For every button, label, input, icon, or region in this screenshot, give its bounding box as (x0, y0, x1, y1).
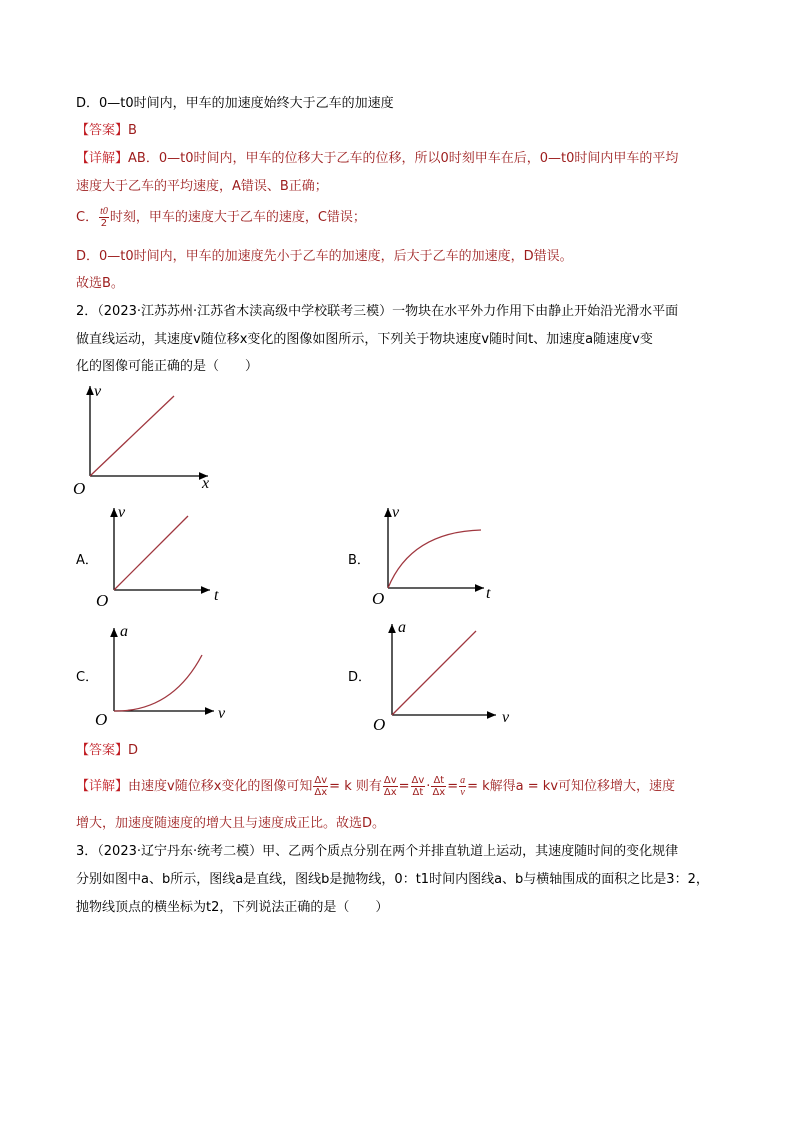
fraction-t0-over-2 (99, 206, 109, 229)
q3-stem-line3: 抛物线顶点的横坐标为t2，下列说法正确的是（ ） (76, 900, 389, 915)
answer-tag: 【答案】 (76, 743, 129, 758)
q2-stem-line2: 做直线运动，其速度v随位移x变化的图像如图所示，下列关于物块速度v随时间t、加速度a随速度v变 (76, 332, 653, 347)
origin-label: O (96, 591, 109, 610)
detail-text: 由速度v随位移x变化的图像可知 (128, 779, 313, 794)
equation-text: = k解得a = kv可知位移增大，速度 (467, 779, 676, 794)
q1-detail-c (76, 206, 366, 229)
fraction-den: v (460, 787, 465, 798)
q2-answer (76, 742, 138, 760)
q2-detail-line2: 增大，加速度随速度的增大且与速度成正比。故选D。 (76, 816, 386, 831)
fraction-num: t0 (100, 206, 108, 217)
q1-answer (76, 122, 137, 140)
detail-c-prefix: C． (76, 210, 99, 225)
fraction (431, 775, 446, 798)
option-a-label: A． (76, 553, 98, 568)
fraction (411, 775, 426, 798)
data-line (90, 396, 174, 476)
detail-text: AB．0—t0时间内，甲车的位移大于乙车的位移，所以0时刻甲车在后，0—t0时间内甲车的平均 (128, 151, 679, 166)
q2-stem-line3: 化的图像可能正确的是（ ） (76, 359, 259, 374)
fraction (459, 775, 466, 798)
answer-value: B (128, 123, 137, 138)
fraction-den: Δx (432, 787, 446, 798)
option-c-label: C． (76, 670, 99, 685)
origin-label: O (73, 479, 86, 498)
fraction-den: Δt (412, 787, 424, 798)
fraction-num: Δt (433, 775, 445, 786)
option-b-label: B． (348, 553, 370, 568)
fraction (313, 775, 328, 798)
q1-conclusion: 故选B。 (76, 276, 124, 291)
fraction-num: a (460, 775, 466, 786)
fraction (383, 775, 398, 798)
y-axis-label: a (120, 623, 128, 640)
fraction-num: Δv (383, 775, 397, 786)
answer-value: D (128, 743, 139, 758)
option-b-graph (366, 502, 516, 612)
data-line (114, 516, 188, 590)
option-d-label: D． (348, 670, 372, 685)
q1-detail-d: D．0—t0时间内，甲车的加速度先小于乙车的加速度，后大于乙车的加速度，D错误。 (76, 249, 573, 264)
data-curve (114, 655, 202, 711)
y-axis-label: v (392, 504, 400, 521)
q3-stem-line1: 3．（2023·辽宁丹东·统考二模）甲、乙两个质点分别在两个并排直轨道上运动，其速度随时间的变化规律 (76, 844, 679, 859)
y-axis-label: a (398, 619, 406, 636)
detail-tag: 【详解】 (76, 779, 129, 794)
option-d-graph (370, 616, 520, 734)
x-axis-label: t (486, 585, 491, 602)
y-axis-label: v (94, 383, 102, 400)
origin-label: O (95, 710, 108, 729)
fraction-num: Δv (314, 775, 328, 786)
y-axis-label: v (118, 504, 126, 521)
x-axis-label: x (202, 475, 210, 492)
origin-label: O (372, 589, 385, 608)
fraction-den: Δx (314, 787, 328, 798)
fraction-num: Δv (411, 775, 425, 786)
q1-detail-line1 (76, 150, 678, 168)
equation-text: = k 则有 (329, 779, 382, 794)
data-line (392, 631, 476, 715)
x-axis-label: v (502, 709, 510, 726)
q1-option-d: D．0—t0时间内，甲车的加速度始终大于乙车的加速度 (76, 96, 394, 111)
main-graph (70, 380, 230, 500)
x-axis-label: v (218, 705, 226, 722)
origin-label: O (373, 715, 386, 734)
fraction-den: 2 (100, 218, 108, 229)
q1-detail-line2: 速度大于乙车的平均速度，A错误、B正确； (76, 179, 328, 194)
detail-c-text: 时刻，甲车的速度大于乙车的速度，C错误； (109, 210, 366, 225)
option-a-graph (92, 502, 242, 612)
data-curve (388, 530, 481, 588)
answer-tag: 【答案】 (76, 123, 129, 138)
q3-stem-line2: 分别如图中a、b所示，图线a是直线，图线b是抛物线，0：t1时间内图线a、b与横轴围成的面积之比是3：2， (76, 872, 709, 887)
q2-detail-line1: 【详解】由速度v随位移x变化的图像可知 $\frac{\Delta v}{\Delta x}$ = k 则有 $\frac{\Delta v}{\Delta x}$ = $\frac{\Delta v}{\Delta t}$ · $\frac{\Delta t}{\Delta x}$ = $\frac{a}{v}$ = k解得a = kv可知位移增大，速度 (76, 775, 676, 798)
x-axis-label: t (214, 587, 219, 604)
detail-tag: 【详解】 (76, 151, 129, 166)
option-c-graph (92, 620, 242, 730)
fraction-den: Δx (383, 787, 397, 798)
q2-stem-line1: 2．（2023·江苏苏州·江苏省木渎高级中学校联考三模）一物块在水平外力作用下由静止开始沿光滑水平面 (76, 304, 679, 319)
